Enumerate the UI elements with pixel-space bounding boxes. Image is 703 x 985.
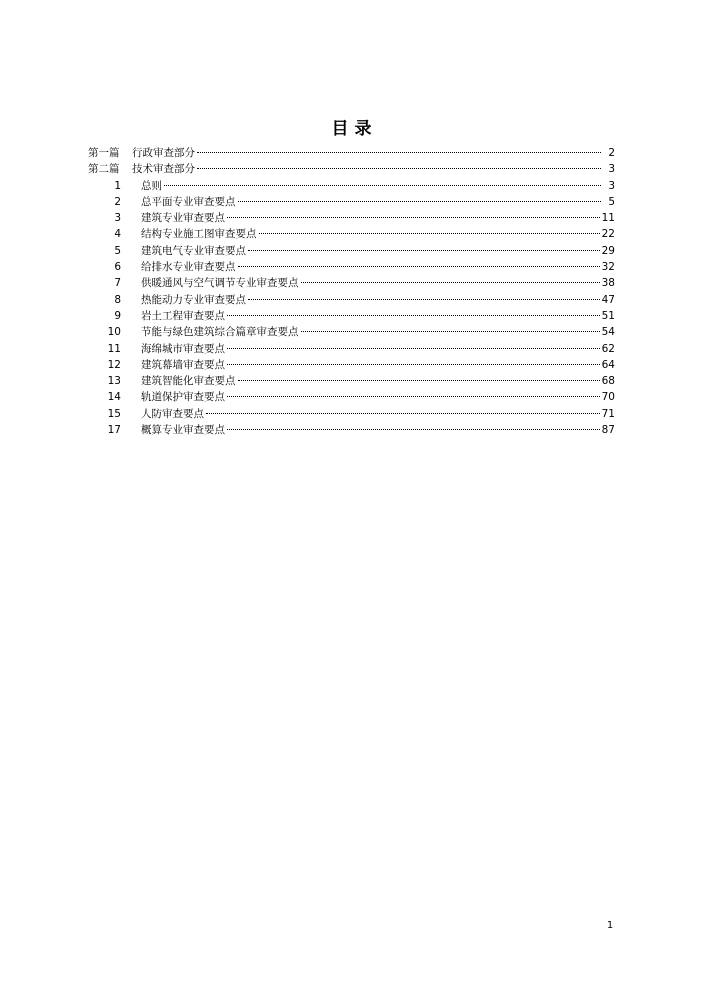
toc-page-number: 51 <box>601 309 615 322</box>
toc-entry-title: 总则 <box>141 179 162 192</box>
toc-entry[interactable] <box>88 292 615 308</box>
toc-entry-title: 热能动力专业审查要点 <box>141 293 246 306</box>
toc-dot-leader <box>248 249 600 251</box>
toc-entry-title: 人防审查要点 <box>141 407 204 420</box>
toc-chapter-number: 4 <box>114 228 121 241</box>
toc-page-number: 87 <box>601 424 615 437</box>
toc-dot-leader <box>197 167 601 169</box>
toc-page-number: 62 <box>601 342 615 355</box>
toc-entry-title: 技术审查部分 <box>132 163 195 176</box>
toc-entry[interactable] <box>88 178 615 194</box>
toc-dot-leader <box>227 216 600 218</box>
toc-chapter-number: 1 <box>114 179 121 192</box>
toc-entry-title: 建筑智能化审查要点 <box>141 375 236 388</box>
toc-entry[interactable] <box>88 275 615 291</box>
toc-dot-leader <box>227 347 600 349</box>
toc-dot-leader <box>227 395 600 397</box>
toc-page-number: 22 <box>601 228 615 241</box>
toc-entry[interactable] <box>88 389 615 405</box>
toc-chapter-number: 3 <box>114 212 121 225</box>
toc-chapter-number: 13 <box>107 375 121 388</box>
toc-page-number: 11 <box>601 212 615 225</box>
toc-entry-title: 结构专业施工图审查要点 <box>141 228 257 241</box>
toc-dot-leader <box>238 265 600 267</box>
toc-dot-leader <box>301 330 600 332</box>
toc-chapter-number: 15 <box>107 407 121 420</box>
toc-entry[interactable] <box>88 357 615 373</box>
toc-dot-leader <box>259 232 600 234</box>
toc-entry[interactable] <box>88 259 615 275</box>
page-number: 1 <box>606 920 614 931</box>
toc-chapter-number: 10 <box>107 326 121 339</box>
toc-dot-leader <box>238 200 602 202</box>
toc-page-number: 3 <box>608 163 615 176</box>
toc-dot-leader <box>248 298 600 300</box>
toc-entry-title: 岩土工程审查要点 <box>141 309 225 322</box>
toc-chapter-number: 6 <box>114 261 121 274</box>
toc-entry-title: 行政审查部分 <box>132 147 195 159</box>
toc-page-number: 71 <box>601 407 615 420</box>
toc-chapter-number: 2 <box>114 195 121 208</box>
toc-dot-leader <box>206 412 600 414</box>
toc-page-number: 38 <box>601 277 615 290</box>
toc-dot-leader <box>227 314 600 316</box>
toc-page-number: 64 <box>601 358 615 371</box>
toc-entry[interactable] <box>88 226 615 242</box>
toc-entry-title: 建筑幕墙审查要点 <box>141 358 225 371</box>
toc-entry-title: 建筑专业审查要点 <box>141 212 225 225</box>
toc-entry-title: 供暖通风与空气调节专业审查要点 <box>141 277 299 290</box>
toc-page-number: 29 <box>601 244 615 257</box>
toc-chapter-number: 5 <box>114 244 121 257</box>
toc-page-number: 2 <box>608 147 615 159</box>
toc-entry[interactable] <box>88 194 615 210</box>
toc-chapter-number: 9 <box>114 309 121 322</box>
toc-chapter-number: 7 <box>114 277 121 290</box>
toc-page-number: 68 <box>601 375 615 388</box>
toc-entry[interactable] <box>88 210 615 226</box>
toc-dot-leader <box>301 281 600 283</box>
toc-part-label: 第一篇 <box>88 147 120 159</box>
toc-page-number: 5 <box>608 195 615 208</box>
toc-list <box>88 145 615 438</box>
toc-chapter-number: 8 <box>114 293 121 306</box>
toc-page-number: 3 <box>608 179 615 192</box>
toc-entry-title: 建筑电气专业审查要点 <box>141 244 246 257</box>
toc-page-number: 54 <box>601 326 615 339</box>
toc-entry-title: 海绵城市审查要点 <box>141 342 225 355</box>
toc-entry-title: 给排水专业审查要点 <box>141 261 236 274</box>
toc-entry[interactable] <box>88 324 615 340</box>
toc-page-number: 70 <box>601 391 615 404</box>
toc-dot-leader <box>164 184 601 186</box>
toc-entry-title: 节能与绿色建筑综合篇章审查要点 <box>141 326 299 339</box>
toc-entry-title: 轨道保护审查要点 <box>141 391 225 404</box>
toc-chapter-number: 12 <box>107 358 121 371</box>
toc-dot-leader <box>227 428 600 430</box>
toc-entry[interactable] <box>88 308 615 324</box>
toc-dot-leader <box>238 379 600 381</box>
toc-chapter-number: 11 <box>107 342 121 355</box>
toc-dot-leader <box>197 151 601 153</box>
toc-dot-leader <box>227 363 600 365</box>
toc-part-label: 第二篇 <box>88 163 120 176</box>
toc-entry[interactable] <box>88 161 615 177</box>
toc-entry[interactable] <box>88 341 615 357</box>
toc-entry[interactable] <box>88 243 615 259</box>
toc-entry[interactable] <box>88 422 615 438</box>
toc-title: 目 录 <box>331 119 372 139</box>
toc-entry[interactable] <box>88 145 615 161</box>
toc-entry-title: 总平面专业审查要点 <box>141 195 236 208</box>
toc-entry-title: 概算专业审查要点 <box>141 424 225 437</box>
toc-chapter-number: 17 <box>107 424 121 437</box>
toc-entry[interactable] <box>88 373 615 389</box>
toc-entry[interactable] <box>88 406 615 422</box>
toc-page-number: 47 <box>601 293 615 306</box>
toc-chapter-number: 14 <box>107 391 121 404</box>
toc-page-number: 32 <box>601 261 615 274</box>
